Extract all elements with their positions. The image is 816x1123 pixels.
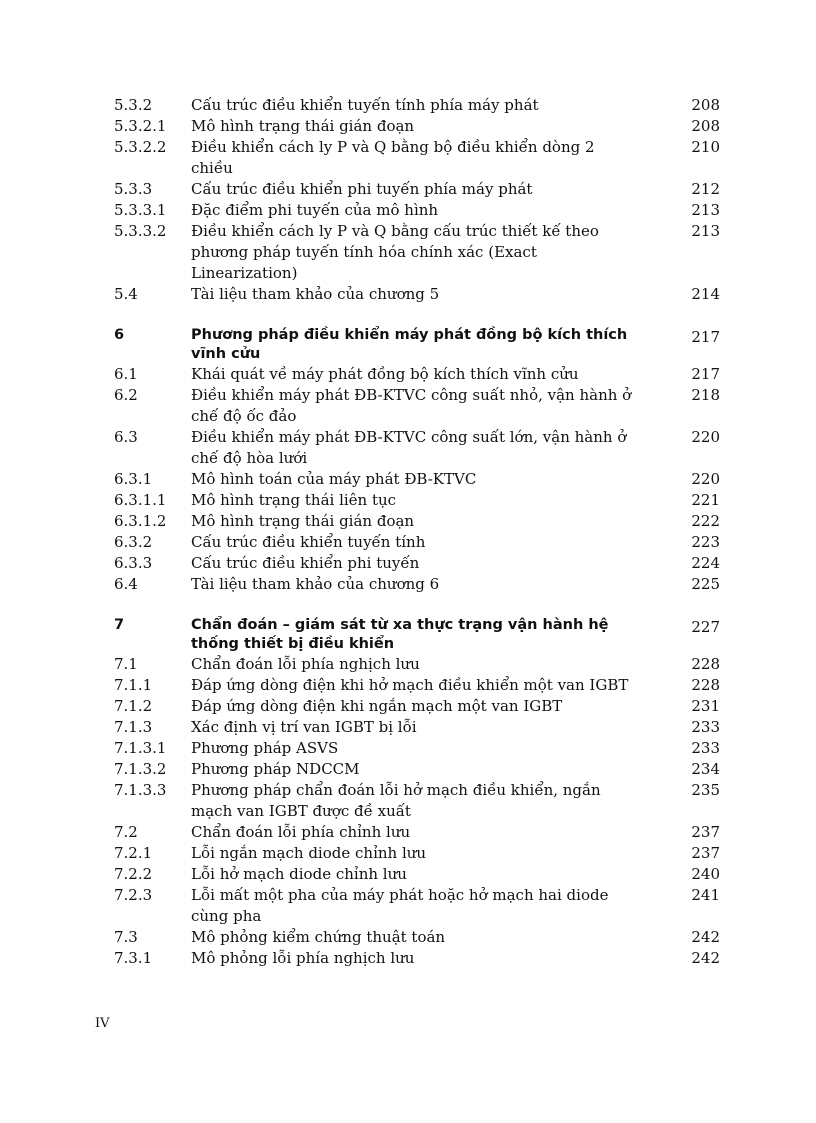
toc-entry[interactable] [114,179,720,200]
toc-entry-number: 7.1.3.3 [114,781,167,799]
toc-entry-title: Phương pháp ASVS [191,739,339,757]
toc-entry-number: 7.2.2 [114,865,153,883]
toc-entry-page: 228 [691,655,720,673]
toc-entry-number: 6.3.2 [114,533,153,551]
toc-entry-number: 6.3.1 [114,470,153,488]
toc-entry-page: 225 [691,575,720,593]
toc-entry-number: 7.1.3 [114,718,153,736]
toc-entry-title: Đáp ứng dòng điện khi hở mạch điều khiển một van IGBT [191,676,629,694]
toc-entry-page: 233 [691,739,720,757]
toc-entry-number: 7.2 [114,823,138,841]
toc-entry-title: Mô hình trạng thái liên tục [191,491,397,509]
toc-entry[interactable] [114,284,720,305]
toc-entry-page: 220 [691,470,720,488]
toc-entry[interactable] [114,843,720,864]
toc-entry-page: 220 [691,428,720,446]
toc-entry-number: 7.2.1 [114,844,153,862]
toc-entry[interactable] [114,95,720,116]
toc-entry[interactable] [114,759,720,780]
toc-entry-title: Cấu trúc điều khiển tuyến tính phía máy phát [191,96,539,114]
toc-entry-title: Xác định vị trí van IGBT bị lỗi [191,718,417,736]
toc-entry-title: Đáp ứng dòng điện khi ngắn mạch một van IGBT [191,697,563,715]
toc-entry-page: 242 [691,949,720,967]
toc-entry-page: 212 [691,180,720,198]
toc-entry-page: 223 [691,533,720,551]
toc-entry-title: Đặc điểm phi tuyến của mô hình [191,201,439,219]
toc-entry-page: 240 [691,865,720,883]
toc-entry-number: 6.4 [114,575,138,593]
toc-entry-page: 222 [691,512,720,530]
toc-entry-page: 208 [691,117,720,135]
toc-entry-title: Mô phỏng kiểm chứng thuật toán [191,928,446,946]
table-of-contents [114,95,720,969]
toc-entry[interactable] [114,948,720,969]
toc-entry-page: 234 [691,760,720,778]
toc-entry-title: Điều khiển máy phát ĐB-KTVC công suất nhỏ, vận hành ở chế độ ốc đảo [191,386,632,425]
toc-entry-title: Phương pháp chẩn đoán lỗi hở mạch điều khiển, ngắn mạch van IGBT được đề xuất [191,781,601,820]
toc-entry-number: 5.4 [114,285,138,303]
toc-entry-page: 237 [691,844,720,862]
toc-entry-title: Chẩn đoán lỗi phía nghịch lưu [191,655,420,673]
toc-entry[interactable] [114,511,720,532]
toc-entry-page: 237 [691,823,720,841]
toc-entry-number: 7.1.3.2 [114,760,167,778]
toc-entry-title: Cấu trúc điều khiển tuyến tính [191,533,426,551]
toc-entry[interactable] [114,780,720,822]
toc-entry[interactable] [114,885,720,927]
toc-entry-title: Phương pháp điều khiển máy phát đồng bộ kích thích vĩnh cửu [191,327,628,362]
toc-entry-title: Mô phỏng lỗi phía nghịch lưu [191,949,415,967]
toc-entry-page: 242 [691,928,720,946]
toc-entry[interactable] [114,864,720,885]
toc-entry[interactable] [114,717,720,738]
toc-entry[interactable] [114,675,720,696]
toc-entry-number: 5.3.2 [114,96,153,114]
toc-entry-number: 5.3.2.2 [114,138,167,156]
toc-entry[interactable] [114,137,720,179]
toc-entry-title: Lỗi mất một pha của máy phát hoặc hở mạch hai diode cùng pha [191,886,609,925]
toc-entry-number: 7 [114,617,125,633]
toc-entry-number: 6.3.1.2 [114,512,167,530]
toc-entry[interactable] [114,385,720,427]
toc-entry-title: Cấu trúc điều khiển phi tuyến phía máy phát [191,180,533,198]
toc-entry-title: Khái quát về máy phát đồng bộ kích thích vĩnh cửu [191,365,579,383]
toc-entry-title: Tài liệu tham khảo của chương 6 [191,575,440,593]
toc-entry-number: 5.3.3.1 [114,201,167,219]
toc-entry-title: Điều khiển cách ly P và Q bằng cấu trúc thiết kế theo phương pháp tuyến tính hóa chính xác (Exact Linearization) [191,222,599,282]
toc-entry[interactable] [114,490,720,511]
toc-entry-page: 217 [691,365,720,383]
toc-entry-title: Phương pháp NDCCM [191,760,360,778]
toc-entry-title: Tài liệu tham khảo của chương 5 [191,285,440,303]
toc-entry-number: 5.3.3 [114,180,153,198]
toc-entry[interactable] [114,574,720,595]
toc-entry[interactable] [114,364,720,385]
toc-entry-title: Điều khiển máy phát ĐB-KTVC công suất lớn, vận hành ở chế độ hòa lưới [191,428,627,467]
toc-entry[interactable] [114,822,720,843]
page-number-footer: IV [95,1016,110,1031]
toc-entry-title: Lỗi ngắn mạch diode chỉnh lưu [191,844,427,862]
toc-entry-number: 6 [114,327,125,343]
toc-entry-page: 235 [691,781,720,799]
toc-entry-page: 228 [691,676,720,694]
toc-entry-number: 7.3 [114,928,138,946]
toc-entry-number: 6.3.3 [114,554,153,572]
toc-entry-number: 6.2 [114,386,138,404]
toc-entry[interactable] [114,427,720,469]
toc-entry-page: 213 [691,201,720,219]
toc-entry[interactable] [114,532,720,553]
toc-entry-page: 217 [691,328,720,346]
toc-entry-page: 231 [691,697,720,715]
toc-entry[interactable] [114,116,720,137]
toc-entry-number: 7.1 [114,655,138,673]
toc-chapter-entry[interactable] [114,324,720,364]
toc-entry[interactable] [114,738,720,759]
toc-entry[interactable] [114,927,720,948]
toc-entry-title: Chẩn đoán lỗi phía chỉnh lưu [191,823,411,841]
toc-entry[interactable] [114,221,720,284]
toc-entry-page: 241 [691,886,720,904]
toc-entry-page: 208 [691,96,720,114]
toc-entry[interactable] [114,200,720,221]
toc-entry-title: Cấu trúc điều khiển phi tuyến [191,554,420,572]
toc-entry-title: Mô hình trạng thái gián đoạn [191,117,415,135]
toc-entry-number: 5.3.2.1 [114,117,167,135]
toc-entry-title: Chẩn đoán – giám sát từ xa thực trạng vận hành hệ thống thiết bị điều khiển [191,617,609,652]
toc-entry-page: 214 [691,285,720,303]
toc-entry-page: 218 [691,386,720,404]
toc-entry-title: Mô hình toán của máy phát ĐB-KTVC [191,470,477,488]
toc-entry-number: 7.2.3 [114,886,153,904]
toc-entry-number: 7.1.1 [114,676,153,694]
toc-entry-page: 213 [691,222,720,240]
toc-entry-title: Điều khiển cách ly P và Q bằng bộ điều khiển dòng 2 chiều [191,138,595,177]
toc-entry-page: 224 [691,554,720,572]
toc-entry-number: 7.1.3.1 [114,739,167,757]
toc-entry-number: 6.3.1.1 [114,491,167,509]
toc-entry-page: 233 [691,718,720,736]
toc-chapter-entry[interactable] [114,614,720,654]
toc-entry-number: 6.3 [114,428,138,446]
toc-entry-number: 6.1 [114,365,138,383]
toc-entry-number: 7.1.2 [114,697,153,715]
toc-entry[interactable] [114,654,720,675]
toc-entry[interactable] [114,553,720,574]
toc-entry-page: 227 [691,618,720,636]
toc-entry-title: Mô hình trạng thái gián đoạn [191,512,415,530]
toc-entry-number: 5.3.3.2 [114,222,167,240]
toc-entry-title: Lỗi hở mạch diode chỉnh lưu [191,865,407,883]
toc-entry-page: 221 [691,491,720,509]
toc-entry-number: 7.3.1 [114,949,153,967]
toc-entry-page: 210 [691,138,720,156]
toc-entry[interactable] [114,469,720,490]
toc-entry[interactable] [114,696,720,717]
